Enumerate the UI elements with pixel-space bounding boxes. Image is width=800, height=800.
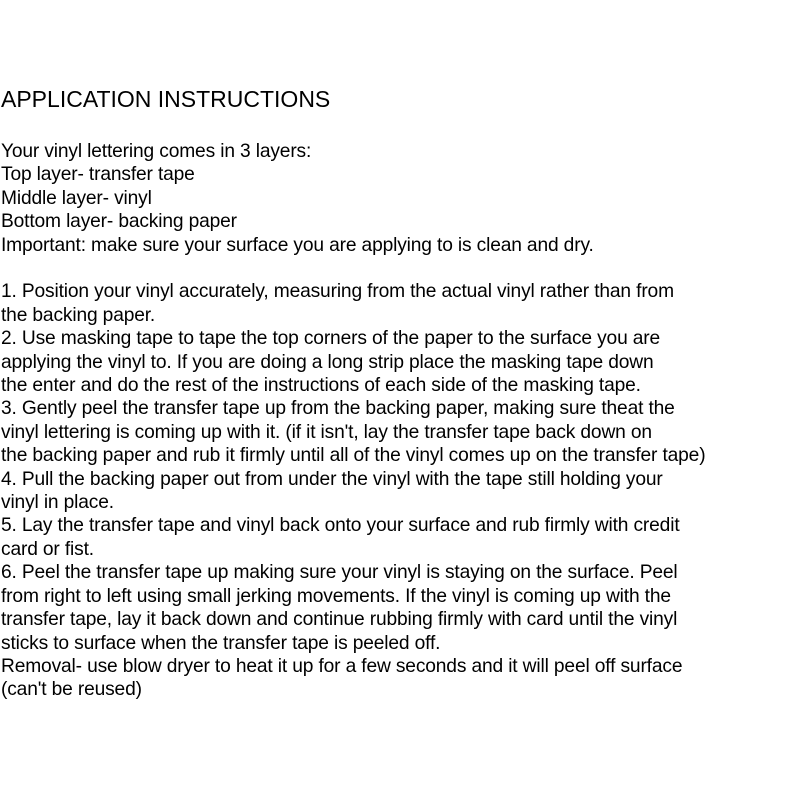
intro-line: Important: make sure your surface you are applying to is clean and dry. <box>1 234 594 256</box>
section-spacer <box>1 257 800 280</box>
step-line: the backing paper and rub it firmly until all of the vinyl comes up on the transfer tape) <box>1 445 706 467</box>
steps-section <box>1 280 800 701</box>
step-line: from right to left using small jerking movements. If the vinyl is coming up with the <box>1 585 671 607</box>
step-line: sticks to surface when the transfer tape is peeled off. <box>1 632 441 654</box>
intro-line: Top layer- transfer tape <box>1 164 195 186</box>
step-line: applying the vinyl to. If you are doing a long strip place the masking tape down <box>1 351 654 373</box>
step-line: the backing paper. <box>1 304 156 326</box>
intro-section <box>1 140 800 257</box>
step-line: 6. Peel the transfer tape up making sure your vinyl is staying on the surface. Peel <box>1 562 678 584</box>
removal-line: Removal- use blow dryer to heat it up for a few seconds and it will peel off surface <box>1 655 683 677</box>
step-line: 4. Pull the backing paper out from under the vinyl with the tape still holding your <box>1 468 663 490</box>
step-line: 5. Lay the transfer tape and vinyl back onto your surface and rub firmly with credit <box>1 515 680 537</box>
instructions-document <box>1 84 800 702</box>
intro-line: Bottom layer- backing paper <box>1 211 237 233</box>
step-line: vinyl lettering is coming up with it. (if it isn't, lay the transfer tape back down on <box>1 421 652 443</box>
step-line: transfer tape, lay it back down and continue rubbing firmly with card until the vinyl <box>1 609 678 631</box>
step-line: 1. Position your vinyl accurately, measuring from the actual vinyl rather than from <box>1 281 674 303</box>
step-line: the enter and do the rest of the instructions of each side of the masking tape. <box>1 375 641 397</box>
removal-line: (can't be reused) <box>1 679 142 701</box>
step-line: 2. Use masking tape to tape the top corners of the paper to the surface you are <box>1 328 661 350</box>
step-line: 3. Gently peel the transfer tape up from the backing paper, making sure theat the <box>1 398 675 420</box>
step-line: vinyl in place. <box>1 492 114 514</box>
intro-line: Middle layer- vinyl <box>1 187 152 209</box>
intro-line: Your vinyl lettering comes in 3 layers: <box>1 141 312 162</box>
step-line: card or fist. <box>1 538 94 560</box>
page-title: APPLICATION INSTRUCTIONS <box>1 86 331 112</box>
